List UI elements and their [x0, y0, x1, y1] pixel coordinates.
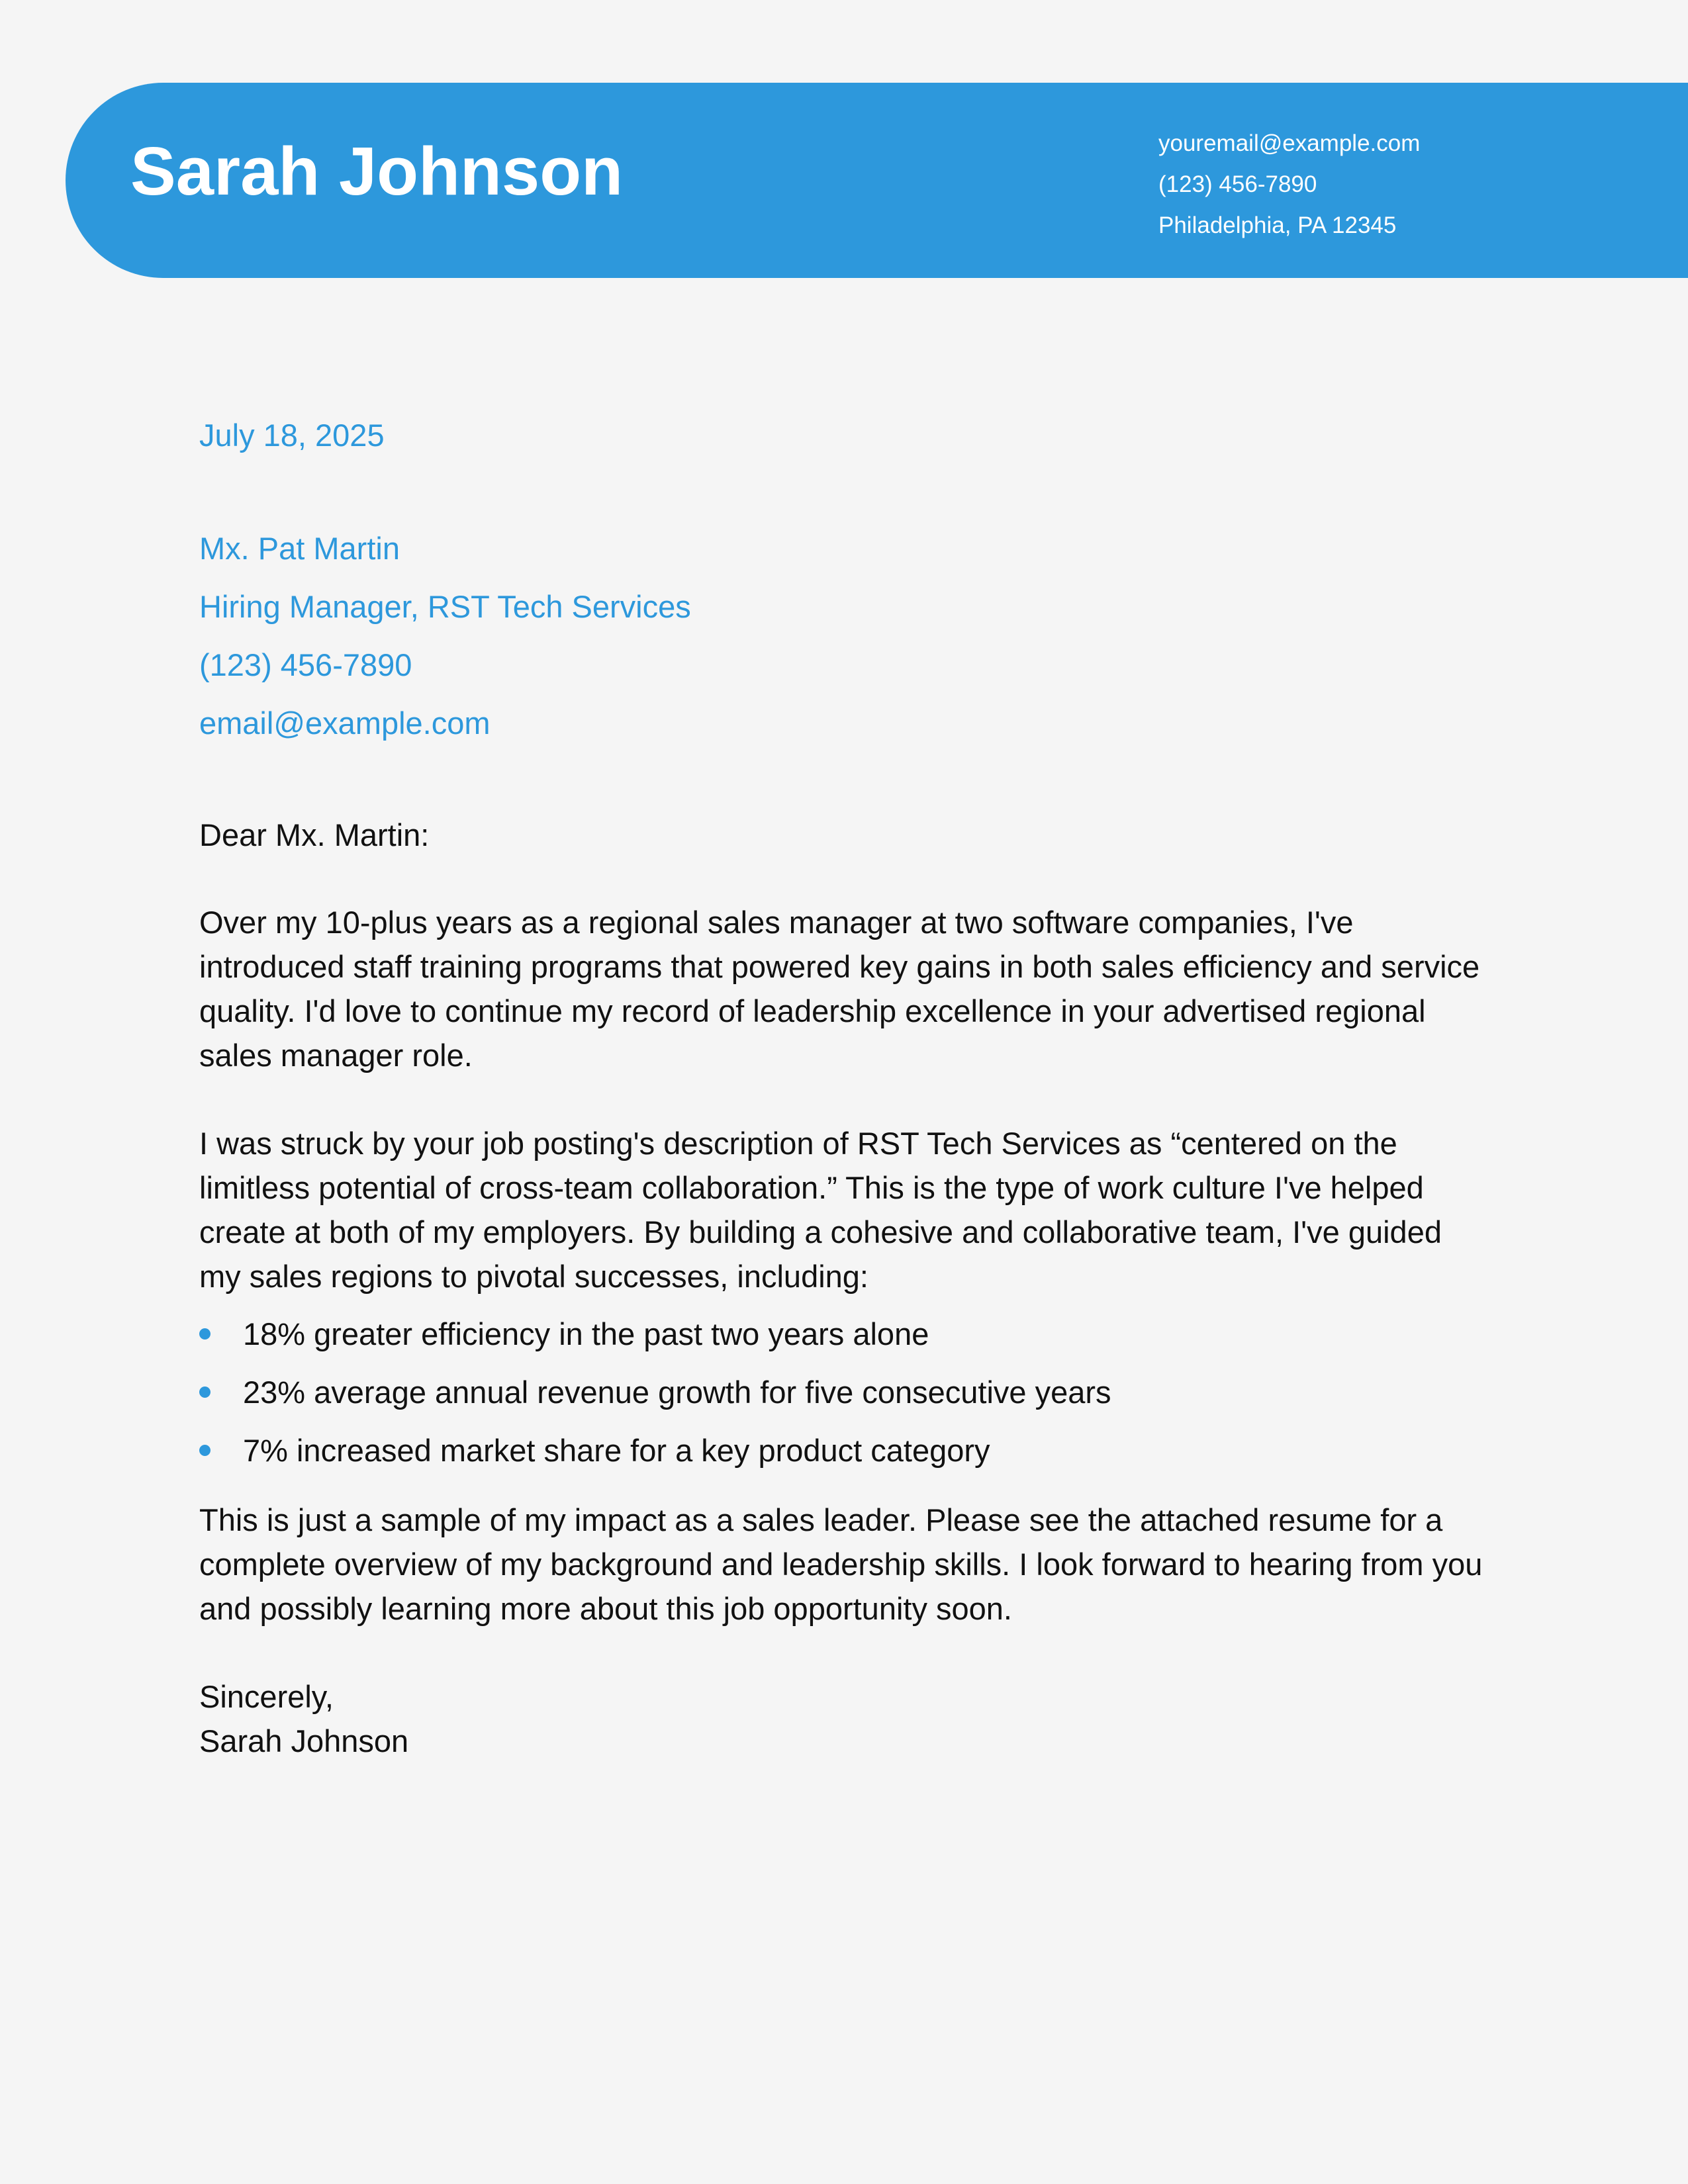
closing: Sincerely,: [199, 1679, 334, 1714]
sender-name: Sarah Johnson: [130, 133, 624, 209]
salutation: Dear Mx. Martin:: [199, 817, 430, 852]
achievement-text: 23% average annual revenue growth for five consecutive years: [243, 1375, 1111, 1410]
sender-email: youremail@example.com: [1158, 130, 1421, 156]
letter-date: July 18, 2025: [199, 418, 385, 453]
recipient-block: [199, 525, 691, 758]
body-paragraph: Over my 10-plus years as a regional sales manager at two software companies, I've introduced staff training programs that powered key gains in both sales efficiency and service quality. I'd love to continue my record of leadership excellence in your advertised regional sales manager role.: [199, 905, 1480, 1073]
body-paragraph: I was struck by your job posting's description of RST Tech Services as “centered on the limitless potential of cross-team collaboration.” This is the type of work culture I've helped create at both of my employers. By building a cohesive and collaborative team, I've guided my sales regions to pivotal successes, including:: [199, 1126, 1442, 1294]
recipient-title: Hiring Manager, RST Tech Services: [199, 589, 691, 624]
recipient-email: email@example.com: [199, 705, 491, 741]
achievement-text: 7% increased market share for a key product category: [243, 1433, 990, 1468]
achievement-text: 18% greater efficiency in the past two years alone: [243, 1316, 929, 1351]
bullet-dot-icon: [199, 1328, 211, 1340]
achievements-list: [199, 1311, 1490, 1486]
achievement-item: [199, 1428, 1490, 1486]
bullet-dot-icon: [199, 1387, 211, 1398]
bullet-dot-icon: [199, 1445, 211, 1456]
achievement-item: [199, 1369, 1490, 1428]
sender-location: Philadelphia, PA 12345: [1158, 212, 1397, 238]
letter-body: [199, 813, 1490, 1763]
achievement-item: [199, 1311, 1490, 1369]
body-paragraph: This is just a sample of my impact as a sales leader. Please see the attached resume for a complete overview of my background and leadership skills. I look forward to hearing from you and possibly learning more about this job opportunity soon.: [199, 1502, 1483, 1626]
sender-phone: (123) 456-7890: [1158, 171, 1317, 197]
recipient-name: Mx. Pat Martin: [199, 531, 400, 566]
recipient-phone: (123) 456-7890: [199, 647, 412, 682]
sender-contact: [1158, 126, 1420, 250]
signature: Sarah Johnson: [199, 1723, 409, 1758]
